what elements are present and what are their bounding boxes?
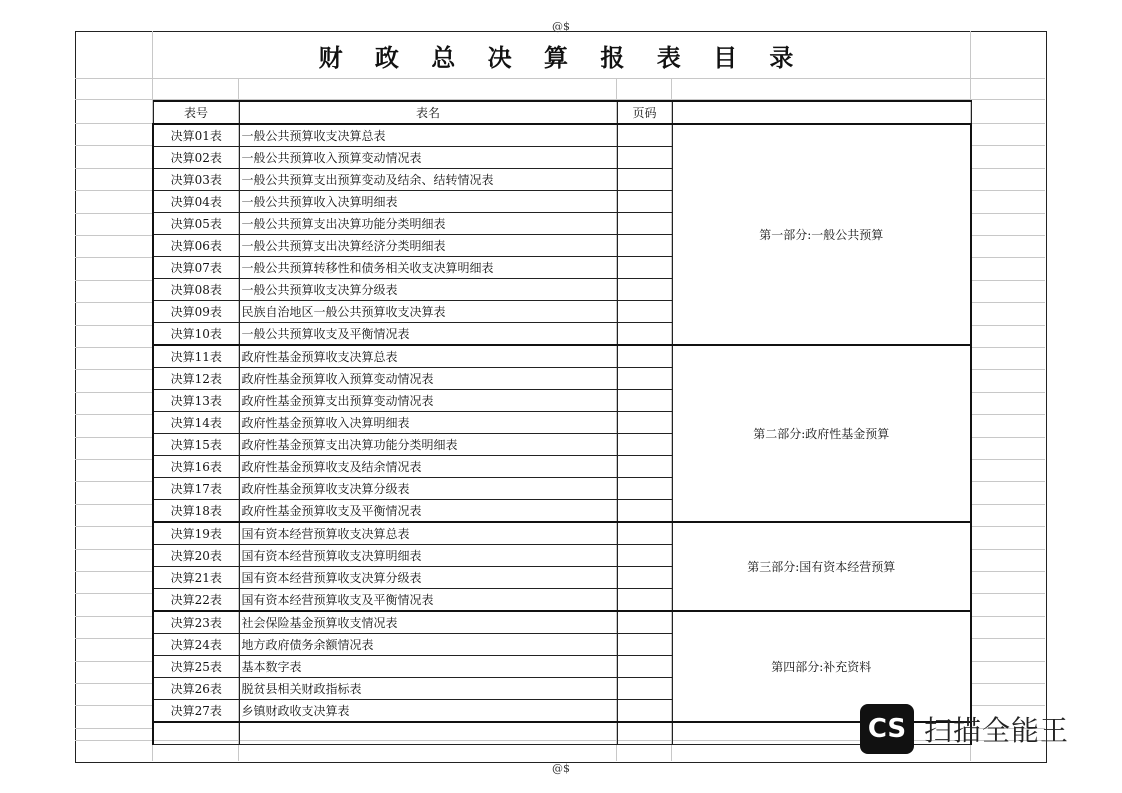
table-row xyxy=(153,124,971,147)
table-name-cell: 一般公共预算支出预算变动及结余、结转情况表 xyxy=(239,169,617,191)
header-mark: @$ xyxy=(552,20,570,33)
table-page-cell xyxy=(617,368,672,390)
margin-grid-line xyxy=(970,235,1045,236)
margin-grid-line xyxy=(75,526,152,527)
table-header xyxy=(153,101,971,124)
margin-grid-line xyxy=(75,392,152,393)
margin-grid-line xyxy=(970,280,1045,281)
margin-grid-line xyxy=(970,593,1045,594)
table-page-cell xyxy=(617,301,672,323)
table-page-cell xyxy=(617,589,672,612)
column-header-page: 页码 xyxy=(617,101,672,124)
margin-grid-line xyxy=(970,504,1045,505)
margin-grid-line xyxy=(970,190,1045,191)
table-name-cell: 国有资本经营预算收支及平衡情况表 xyxy=(239,589,617,612)
table-code-cell: 决算02表 xyxy=(153,147,239,169)
table-page-cell xyxy=(617,634,672,656)
table-code-cell: 决算09表 xyxy=(153,301,239,323)
margin-grid-line xyxy=(75,459,152,460)
empty-cell xyxy=(239,722,617,745)
margin-grid-line xyxy=(75,638,152,639)
table-page-cell xyxy=(617,611,672,634)
table-page-cell xyxy=(617,700,672,723)
margin-grid-line xyxy=(75,235,152,236)
part-label-cell: 第四部分:补充资料 xyxy=(672,611,971,722)
table-page-cell xyxy=(617,390,672,412)
margin-grid-line xyxy=(970,459,1045,460)
margin-grid-line xyxy=(970,302,1045,303)
margin-grid-line xyxy=(75,257,152,258)
table-page-cell xyxy=(617,434,672,456)
margin-grid-line xyxy=(970,145,1045,146)
margin-grid-line xyxy=(75,414,152,415)
table-code-cell: 决算08表 xyxy=(153,279,239,301)
table-page-cell xyxy=(617,456,672,478)
margin-grid-line xyxy=(970,347,1045,348)
margin-grid-line xyxy=(75,481,152,482)
margin-grid-line xyxy=(970,481,1045,482)
part-label-cell: 第三部分:国有资本经营预算 xyxy=(672,522,971,611)
table-code-cell: 决算05表 xyxy=(153,213,239,235)
margin-grid-line xyxy=(970,369,1045,370)
margin-grid-line xyxy=(970,437,1045,438)
margin-grid-line xyxy=(75,683,152,684)
table-name-cell: 一般公共预算支出决算经济分类明细表 xyxy=(239,235,617,257)
table-code-cell: 决算06表 xyxy=(153,235,239,257)
table-page-cell xyxy=(617,169,672,191)
table-page-cell xyxy=(617,124,672,147)
part-label-cell: 第一部分:一般公共预算 xyxy=(672,124,971,345)
table-code-cell: 决算23表 xyxy=(153,611,239,634)
table-body xyxy=(153,124,971,745)
table-code-cell: 决算04表 xyxy=(153,191,239,213)
margin-grid-line xyxy=(75,549,152,550)
table-name-cell: 政府性基金预算收入决算明细表 xyxy=(239,412,617,434)
margin-grid-line xyxy=(970,616,1045,617)
table-code-cell: 决算17表 xyxy=(153,478,239,500)
table-name-cell: 民族自治地区一般公共预算收支决算表 xyxy=(239,301,617,323)
margin-grid-line xyxy=(970,213,1045,214)
camscanner-logo-icon: CS xyxy=(860,704,914,754)
table-name-cell: 一般公共预算支出决算功能分类明细表 xyxy=(239,213,617,235)
margin-grid-line xyxy=(75,616,152,617)
watermark-text: 扫描全能王 xyxy=(924,714,1070,747)
table-page-cell xyxy=(617,345,672,368)
table-page-cell xyxy=(617,567,672,589)
margin-grid-line xyxy=(75,280,152,281)
table-name-cell: 国有资本经营预算收支决算总表 xyxy=(239,522,617,545)
table-name-cell: 政府性基金预算收入预算变动情况表 xyxy=(239,368,617,390)
table-row xyxy=(153,522,971,545)
table-page-cell xyxy=(617,522,672,545)
margin-grid-line xyxy=(75,728,152,729)
table-page-cell xyxy=(617,147,672,169)
table-code-cell: 决算24表 xyxy=(153,634,239,656)
margin-grid-line xyxy=(970,257,1045,258)
table-row xyxy=(153,611,971,634)
margin-grid-line xyxy=(75,145,152,146)
margin-grid-line xyxy=(75,571,152,572)
table-name-cell: 地方政府债务余额情况表 xyxy=(239,634,617,656)
table-row-empty xyxy=(153,722,971,745)
footer-mark: @$ xyxy=(552,762,570,775)
margin-grid-line xyxy=(75,325,152,326)
table-name-cell: 基本数字表 xyxy=(239,656,617,678)
margin-grid-line xyxy=(970,638,1045,639)
table-name-cell: 政府性基金预算支出决算功能分类明细表 xyxy=(239,434,617,456)
table-name-cell: 政府性基金预算支出预算变动情况表 xyxy=(239,390,617,412)
table-code-cell: 决算01表 xyxy=(153,124,239,147)
margin-grid-line xyxy=(970,414,1045,415)
table-name-cell: 一般公共预算收入决算明细表 xyxy=(239,191,617,213)
margin-grid-line xyxy=(970,661,1045,662)
margin-grid-line xyxy=(970,123,1045,124)
margin-grid-line xyxy=(75,190,152,191)
table-name-cell: 脱贫县相关财政指标表 xyxy=(239,678,617,700)
table-code-cell: 决算21表 xyxy=(153,567,239,589)
table-name-cell: 国有资本经营预算收支决算明细表 xyxy=(239,545,617,567)
table-code-cell: 决算15表 xyxy=(153,434,239,456)
table-page-cell xyxy=(617,478,672,500)
margin-grid-line xyxy=(970,571,1045,572)
table-page-cell xyxy=(617,545,672,567)
table-code-cell: 决算11表 xyxy=(153,345,239,368)
table-code-cell: 决算25表 xyxy=(153,656,239,678)
margin-grid-line xyxy=(970,683,1045,684)
page-title: 财 政 总 决 算 报 表 目 录 xyxy=(318,42,806,72)
table-row xyxy=(153,345,971,368)
table-page-cell xyxy=(617,656,672,678)
margin-grid-line xyxy=(75,504,152,505)
margin-grid-line xyxy=(75,168,152,169)
table-name-cell: 国有资本经营预算收支决算分级表 xyxy=(239,567,617,589)
column-header-name: 表名 xyxy=(239,101,617,124)
table-name-cell: 政府性基金预算收支决算总表 xyxy=(239,345,617,368)
column-header-code: 表号 xyxy=(153,101,239,124)
margin-grid-line xyxy=(75,705,152,706)
margin-grid-line xyxy=(970,168,1045,169)
table-name-cell: 一般公共预算收支决算总表 xyxy=(239,124,617,147)
table-page-cell xyxy=(617,213,672,235)
table-name-cell: 一般公共预算收入预算变动情况表 xyxy=(239,147,617,169)
table-name-cell: 一般公共预算收支决算分级表 xyxy=(239,279,617,301)
table-name-cell: 政府性基金预算收支及平衡情况表 xyxy=(239,500,617,523)
table-code-cell: 决算27表 xyxy=(153,700,239,723)
margin-grid-line xyxy=(75,661,152,662)
table-code-cell: 决算18表 xyxy=(153,500,239,523)
table-name-cell: 政府性基金预算收支及结余情况表 xyxy=(239,456,617,478)
table-code-cell: 决算03表 xyxy=(153,169,239,191)
catalog-table xyxy=(152,100,972,745)
table-page-cell xyxy=(617,500,672,523)
table-page-cell xyxy=(617,257,672,279)
margin-grid-line xyxy=(75,347,152,348)
table-code-cell: 决算20表 xyxy=(153,545,239,567)
margin-grid-line xyxy=(75,593,152,594)
table-code-cell: 决算12表 xyxy=(153,368,239,390)
table-name-cell: 一般公共预算收支及平衡情况表 xyxy=(239,323,617,346)
margin-grid-line xyxy=(75,213,152,214)
table-page-cell xyxy=(617,235,672,257)
table-page-cell xyxy=(617,323,672,346)
margin-grid-line xyxy=(75,302,152,303)
margin-grid-line xyxy=(75,123,152,124)
part-label-cell: 第二部分:政府性基金预算 xyxy=(672,345,971,522)
margin-grid-line xyxy=(75,437,152,438)
table-page-cell xyxy=(617,191,672,213)
table-code-cell: 决算13表 xyxy=(153,390,239,412)
table-code-cell: 决算22表 xyxy=(153,589,239,612)
table-name-cell: 乡镇财政收支决算表 xyxy=(239,700,617,723)
margin-grid-line xyxy=(75,369,152,370)
table-code-cell: 决算19表 xyxy=(153,522,239,545)
table-page-cell xyxy=(617,412,672,434)
table-code-cell: 决算07表 xyxy=(153,257,239,279)
table-name-cell: 政府性基金预算收支决算分级表 xyxy=(239,478,617,500)
empty-cell xyxy=(617,722,672,745)
grid-row-line xyxy=(75,78,1045,79)
table-code-cell: 决算14表 xyxy=(153,412,239,434)
table-code-cell: 决算26表 xyxy=(153,678,239,700)
table-page-cell xyxy=(617,678,672,700)
table-page-cell xyxy=(617,279,672,301)
column-header-part xyxy=(672,101,971,124)
camscanner-watermark xyxy=(860,704,1069,754)
margin-grid-line xyxy=(970,325,1045,326)
empty-cell xyxy=(153,722,239,745)
margin-grid-line xyxy=(970,549,1045,550)
margin-grid-line xyxy=(970,526,1045,527)
margin-grid-line xyxy=(970,392,1045,393)
table-code-cell: 决算10表 xyxy=(153,323,239,346)
table-name-cell: 社会保险基金预算收支情况表 xyxy=(239,611,617,634)
table-name-cell: 一般公共预算转移性和债务相关收支决算明细表 xyxy=(239,257,617,279)
table-code-cell: 决算16表 xyxy=(153,456,239,478)
